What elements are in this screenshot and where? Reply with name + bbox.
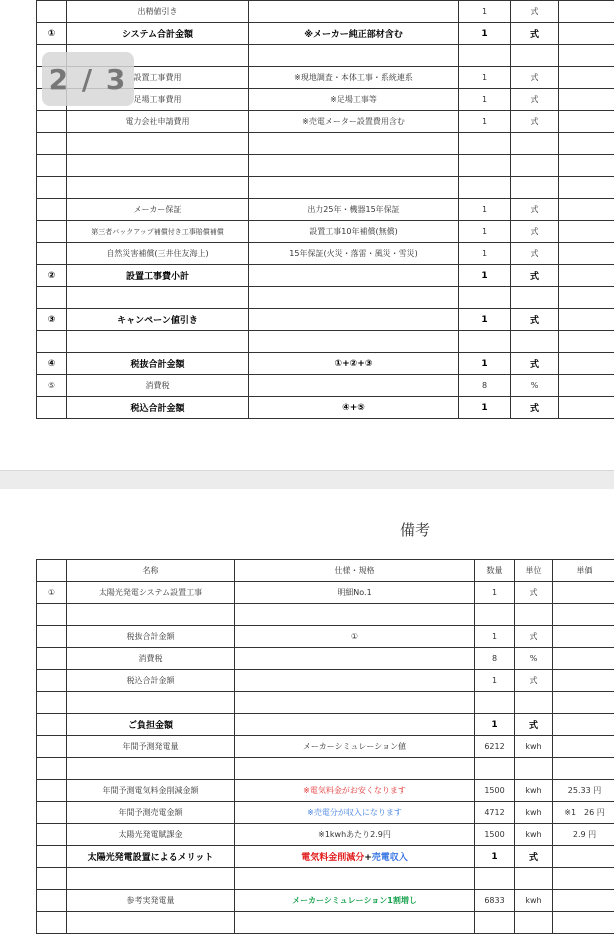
item-unit: 式 — [515, 626, 553, 648]
item-qty: 1 — [475, 846, 515, 868]
row-number — [37, 1, 67, 23]
item-unit: 式 — [515, 714, 553, 736]
row-number — [37, 824, 67, 846]
item-unit: 式 — [511, 243, 559, 265]
row-number — [37, 111, 67, 133]
item-qty — [459, 45, 511, 67]
table-row — [37, 375, 614, 397]
item-unit — [511, 45, 559, 67]
item-price — [553, 692, 614, 714]
item-name: 太陽光発電賦課金 — [67, 824, 235, 846]
item-spec — [235, 692, 475, 714]
item-name — [67, 177, 249, 199]
row-number — [37, 802, 67, 824]
item-qty — [459, 287, 511, 309]
table-row — [37, 626, 614, 648]
item-spec: 設置工事10年補償(無償) — [249, 221, 459, 243]
item-unit: 式 — [511, 353, 559, 375]
item-price — [559, 155, 614, 177]
item-spec — [235, 846, 475, 868]
item-unit: 式 — [511, 67, 559, 89]
table-row — [37, 23, 614, 45]
item-spec — [235, 868, 475, 890]
item-name — [67, 155, 249, 177]
item-spec — [249, 133, 459, 155]
table-row — [37, 802, 614, 824]
item-name — [67, 133, 249, 155]
item-spec: ④+⑤ — [249, 397, 459, 419]
item-unit: kwh — [515, 890, 553, 912]
table-row — [37, 714, 614, 736]
item-unit — [511, 155, 559, 177]
row-number — [37, 714, 67, 736]
item-unit: 式 — [511, 1, 559, 23]
table-row — [37, 133, 614, 155]
item-name: 税込合計金額 — [67, 397, 249, 419]
row-number: ⑤ — [37, 375, 67, 397]
item-price — [559, 375, 614, 397]
item-spec — [249, 1, 459, 23]
item-unit: 式 — [511, 111, 559, 133]
item-spec: 明細No.1 — [235, 582, 475, 604]
item-price — [553, 714, 614, 736]
row-number — [37, 868, 67, 890]
item-spec — [249, 375, 459, 397]
merit-spec-part: 売電収入 — [372, 853, 408, 863]
item-unit: 式 — [515, 670, 553, 692]
item-qty — [459, 133, 511, 155]
item-name: 足場工事費用 — [67, 89, 249, 111]
row-number: ④ — [37, 353, 67, 375]
item-spec — [249, 45, 459, 67]
item-qty: 1 — [459, 353, 511, 375]
row-number: ① — [37, 23, 67, 45]
row-number: ② — [37, 265, 67, 287]
table-row — [37, 199, 614, 221]
item-spec — [249, 177, 459, 199]
item-price — [559, 309, 614, 331]
item-qty: 1 — [475, 714, 515, 736]
item-name: 消費税 — [67, 648, 235, 670]
item-unit: 式 — [511, 199, 559, 221]
row-number — [37, 397, 67, 419]
table-row — [37, 309, 614, 331]
item-name: 自然災害補償(三井住友海上) — [67, 243, 249, 265]
item-unit: 式 — [515, 582, 553, 604]
item-qty: 1 — [459, 265, 511, 287]
header-qty: 数量 — [475, 560, 515, 582]
item-qty — [459, 155, 511, 177]
item-unit: % — [511, 375, 559, 397]
item-spec — [235, 912, 475, 934]
item-qty: 1 — [459, 23, 511, 45]
table-row — [37, 331, 614, 353]
item-spec — [235, 648, 475, 670]
header-price: 単価 — [553, 560, 614, 582]
row-number — [37, 670, 67, 692]
table-row — [37, 155, 614, 177]
row-number: ① — [37, 582, 67, 604]
item-spec — [249, 331, 459, 353]
row-number — [37, 199, 67, 221]
header-unit: 単位 — [515, 560, 553, 582]
item-name: 太陽光発電システム設置工事 — [67, 582, 235, 604]
row-number — [37, 758, 67, 780]
item-spec: ※足場工事等 — [249, 89, 459, 111]
item-price: ※1 26 円 — [553, 802, 614, 824]
item-unit — [515, 604, 553, 626]
item-qty: 6833 — [475, 890, 515, 912]
item-unit — [511, 287, 559, 309]
item-spec — [235, 604, 475, 626]
page-separator — [0, 470, 614, 490]
item-qty: 1 — [459, 397, 511, 419]
table-row — [37, 287, 614, 309]
table-row — [37, 736, 614, 758]
table-row — [37, 177, 614, 199]
item-qty — [475, 692, 515, 714]
item-spec: ①+②+③ — [249, 353, 459, 375]
item-name: 出精値引き — [67, 1, 249, 23]
item-price — [553, 736, 614, 758]
item-unit — [511, 133, 559, 155]
table-row — [37, 604, 614, 626]
item-qty: 1 — [475, 670, 515, 692]
item-unit: 式 — [511, 397, 559, 419]
item-qty: 1 — [459, 111, 511, 133]
item-qty: 1 — [459, 67, 511, 89]
row-number — [37, 736, 67, 758]
table-row — [37, 758, 614, 780]
item-name: 電力会社申請費用 — [67, 111, 249, 133]
item-unit — [515, 758, 553, 780]
item-price — [559, 1, 614, 23]
item-qty: 1 — [459, 309, 511, 331]
item-unit: kwh — [515, 736, 553, 758]
item-spec: ※売電メーター設置費用含む — [249, 111, 459, 133]
item-name — [67, 692, 235, 714]
item-price — [553, 582, 614, 604]
item-spec: ※現地調査・本体工事・系統連系 — [249, 67, 459, 89]
remarks-header-row — [37, 560, 614, 582]
item-name: 年間予測発電量 — [67, 736, 235, 758]
item-spec — [249, 155, 459, 177]
item-spec — [249, 265, 459, 287]
item-spec: ※電気料金がお安くなります — [235, 780, 475, 802]
item-unit — [515, 692, 553, 714]
item-price — [559, 89, 614, 111]
item-spec — [235, 714, 475, 736]
header-name: 名称 — [67, 560, 235, 582]
item-price — [553, 758, 614, 780]
merit-spec-part: 電気料金削減分 — [301, 853, 364, 863]
item-unit: 式 — [511, 309, 559, 331]
item-name — [67, 912, 235, 934]
item-name — [67, 604, 235, 626]
item-qty: 1 — [475, 626, 515, 648]
item-price — [553, 912, 614, 934]
row-number — [37, 287, 67, 309]
item-spec — [249, 287, 459, 309]
row-number — [37, 912, 67, 934]
item-price — [559, 23, 614, 45]
merit-spec-part: + — [364, 853, 372, 863]
table-row — [37, 780, 614, 802]
item-name: 設置工事費用 — [67, 67, 249, 89]
item-name: ご負担金額 — [67, 714, 235, 736]
table-row — [37, 582, 614, 604]
item-name: 消費税 — [67, 375, 249, 397]
item-price — [553, 868, 614, 890]
item-spec: メーカーシミュレーション1割増し — [235, 890, 475, 912]
item-unit — [515, 912, 553, 934]
row-number — [37, 177, 67, 199]
item-qty: 8 — [475, 648, 515, 670]
item-price — [559, 67, 614, 89]
item-name — [67, 287, 249, 309]
item-price — [559, 111, 614, 133]
item-spec: メーカーシミュレーション値 — [235, 736, 475, 758]
item-price — [553, 604, 614, 626]
item-qty: 4712 — [475, 802, 515, 824]
table-row — [37, 111, 614, 133]
item-price — [559, 353, 614, 375]
row-number — [37, 780, 67, 802]
table-row — [37, 868, 614, 890]
row-number — [37, 648, 67, 670]
item-qty: 1 — [459, 221, 511, 243]
item-price — [559, 45, 614, 67]
item-qty — [459, 177, 511, 199]
item-unit: 式 — [511, 23, 559, 45]
row-number — [37, 692, 67, 714]
row-number — [37, 243, 67, 265]
item-price — [559, 397, 614, 419]
item-name: 参考実発電量 — [67, 890, 235, 912]
item-price — [559, 287, 614, 309]
item-price — [559, 243, 614, 265]
item-name: キャンペーン値引き — [67, 309, 249, 331]
table-row — [37, 912, 614, 934]
table-row — [37, 1, 614, 23]
table-row — [37, 846, 614, 868]
row-number: ③ — [37, 309, 67, 331]
row-number — [37, 890, 67, 912]
item-qty — [475, 868, 515, 890]
item-unit: 式 — [515, 846, 553, 868]
table-row — [37, 221, 614, 243]
item-unit: kwh — [515, 780, 553, 802]
table-row — [37, 353, 614, 375]
item-qty: 1 — [459, 1, 511, 23]
item-spec: ① — [235, 626, 475, 648]
item-spec: ※売電分が収入になります — [235, 802, 475, 824]
row-number — [37, 133, 67, 155]
item-qty: 1 — [459, 199, 511, 221]
remarks-page — [0, 489, 614, 921]
table-row — [37, 243, 614, 265]
remarks-table — [36, 559, 614, 934]
item-price — [553, 846, 614, 868]
table-row — [37, 824, 614, 846]
item-price — [559, 221, 614, 243]
item-unit — [511, 331, 559, 353]
table-row — [37, 890, 614, 912]
table-row — [37, 648, 614, 670]
item-qty: 6212 — [475, 736, 515, 758]
row-number — [37, 221, 67, 243]
item-qty: 1 — [459, 243, 511, 265]
page-indicator: 2 / 3 — [42, 52, 134, 106]
item-unit: % — [515, 648, 553, 670]
row-number — [37, 846, 67, 868]
item-spec — [235, 670, 475, 692]
item-spec: 出力25年・機器15年保証 — [249, 199, 459, 221]
row-number — [37, 626, 67, 648]
item-unit: kwh — [515, 802, 553, 824]
item-qty — [459, 331, 511, 353]
item-price — [559, 265, 614, 287]
item-qty: 1 — [459, 89, 511, 111]
item-qty: 8 — [459, 375, 511, 397]
item-name: 太陽光発電設置によるメリット — [67, 846, 235, 868]
item-name: メーカー保証 — [67, 199, 249, 221]
item-unit — [511, 177, 559, 199]
item-spec: ※1kwhあたり2.9円 — [235, 824, 475, 846]
item-price — [559, 177, 614, 199]
item-name: 税込合計金額 — [67, 670, 235, 692]
row-number — [37, 155, 67, 177]
header-spec: 仕様・規格 — [235, 560, 475, 582]
item-qty — [475, 604, 515, 626]
item-qty: 1 — [475, 582, 515, 604]
item-name: 税抜合計金額 — [67, 626, 235, 648]
item-qty — [475, 758, 515, 780]
item-price — [553, 890, 614, 912]
item-price — [553, 648, 614, 670]
item-spec: 15年保証(火災・落雷・風災・雪災) — [249, 243, 459, 265]
row-number — [37, 331, 67, 353]
item-unit: 式 — [511, 221, 559, 243]
item-name: 第三者バックアップ補償付き工事賠償補償 — [67, 221, 249, 243]
table-row — [37, 670, 614, 692]
item-name: システム合計金額 — [67, 23, 249, 45]
item-unit: 式 — [511, 89, 559, 111]
item-price — [553, 670, 614, 692]
item-price — [559, 199, 614, 221]
item-unit: 式 — [511, 265, 559, 287]
item-qty: 1500 — [475, 824, 515, 846]
item-unit — [515, 868, 553, 890]
remarks-title: 備考 — [400, 519, 430, 540]
item-name — [67, 758, 235, 780]
item-price — [559, 331, 614, 353]
item-price — [559, 133, 614, 155]
item-spec — [249, 309, 459, 331]
table-row — [37, 265, 614, 287]
row-number — [37, 604, 67, 626]
item-price: 25.33 円 — [553, 780, 614, 802]
item-name: 年間予測売電金額 — [67, 802, 235, 824]
table-row — [37, 692, 614, 714]
item-qty — [475, 912, 515, 934]
item-price — [553, 626, 614, 648]
item-name: 年間予測電気料金削減金額 — [67, 780, 235, 802]
item-spec: ※メーカー純正部材含む — [249, 23, 459, 45]
header-no — [37, 560, 67, 582]
item-qty: 1500 — [475, 780, 515, 802]
item-name: 税抜合計金額 — [67, 353, 249, 375]
item-name: 設置工事費小計 — [67, 265, 249, 287]
item-unit: kwh — [515, 824, 553, 846]
item-name — [67, 868, 235, 890]
item-price: 2.9 円 — [553, 824, 614, 846]
item-spec — [235, 758, 475, 780]
item-name — [67, 331, 249, 353]
table-row — [37, 397, 614, 419]
